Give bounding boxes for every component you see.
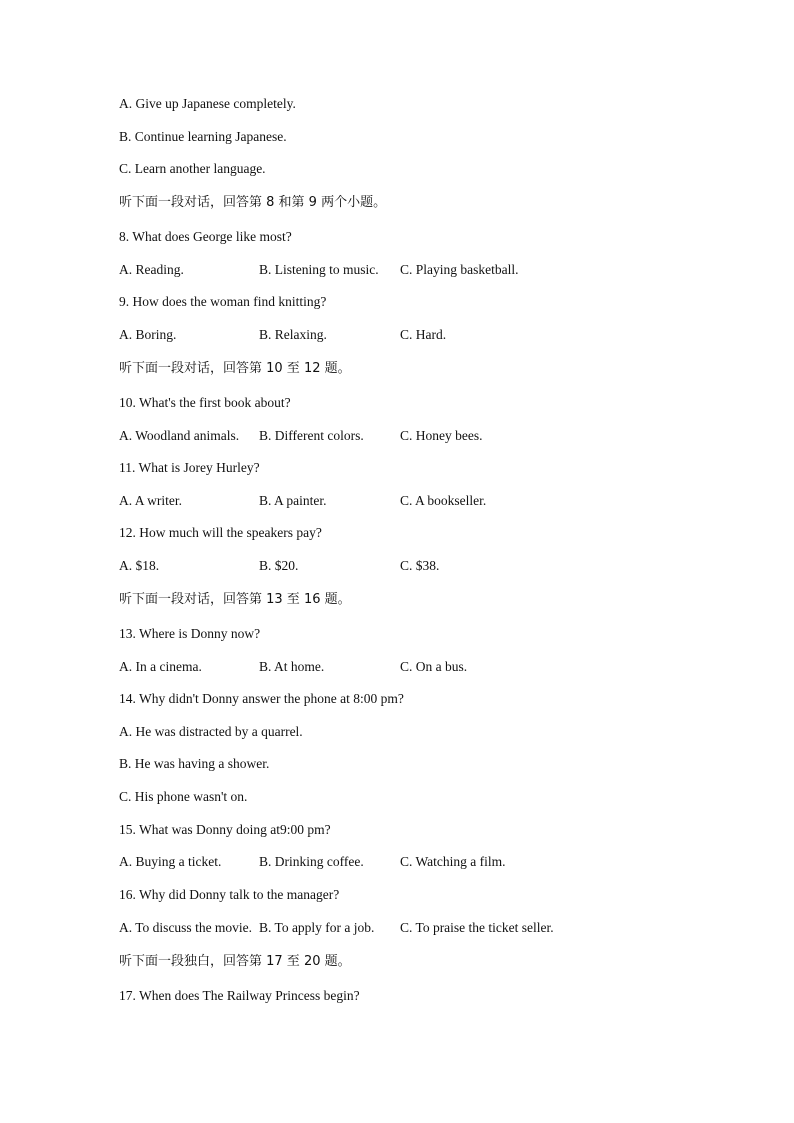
option-c: C. Honey bees. <box>400 428 483 443</box>
option-c: C. $38. <box>400 558 440 573</box>
option-a: A. Boring. <box>119 327 177 342</box>
section-instruction: 听下面一段对话，回答第 13 至 16 题。 <box>119 592 351 607</box>
question-text: 17. When does The Railway Princess begin? <box>119 988 360 1003</box>
section-instruction: 听下面一段对话，回答第 8 和第 9 两个小题。 <box>119 195 387 210</box>
option-line: A. Give up Japanese completely. <box>119 96 296 111</box>
option-b: B. $20. <box>259 558 299 573</box>
question-text: 10. What's the first book about? <box>119 395 291 410</box>
option-b: B. Relaxing. <box>259 327 327 342</box>
option-line: A. He was distracted by a quarrel. <box>119 724 303 739</box>
option-c: C. Watching a film. <box>400 854 506 869</box>
question-text: 9. How does the woman find knitting? <box>119 294 327 309</box>
question-text: 15. What was Donny doing at9:00 pm? <box>119 822 331 837</box>
option-b: B. Listening to music. <box>259 262 379 277</box>
option-line: C. His phone wasn't on. <box>119 789 248 804</box>
section-instruction: 听下面一段独白，回答第 17 至 20 题。 <box>119 954 351 969</box>
option-c: C. Playing basketball. <box>400 262 519 277</box>
option-line: B. He was having a shower. <box>119 756 270 771</box>
option-b: B. A painter. <box>259 493 327 508</box>
option-a: A. $18. <box>119 558 160 573</box>
option-a: A. In a cinema. <box>119 659 202 674</box>
option-a: A. To discuss the movie. <box>119 920 253 935</box>
option-c: C. On a bus. <box>400 659 468 674</box>
question-text: 14. Why didn't Donny answer the phone at 8:00 pm? <box>119 691 404 706</box>
question-text: 11. What is Jorey Hurley? <box>119 460 260 475</box>
question-text: 16. Why did Donny talk to the manager? <box>119 887 340 902</box>
option-c: C. Hard. <box>400 327 447 342</box>
option-c: C. To praise the ticket seller. <box>400 920 554 935</box>
option-line: B. Continue learning Japanese. <box>119 129 287 144</box>
question-text: 13. Where is Donny now? <box>119 626 261 641</box>
option-b: B. To apply for a job. <box>259 920 375 935</box>
option-a: A. Woodland animals. <box>119 428 240 443</box>
option-b: B. Drinking coffee. <box>259 854 364 869</box>
option-a: A. Buying a ticket. <box>119 854 222 869</box>
option-line: C. Learn another language. <box>119 161 266 176</box>
section-instruction: 听下面一段对话，回答第 10 至 12 题。 <box>119 361 351 376</box>
option-a: A. Reading. <box>119 262 184 277</box>
question-text: 12. How much will the speakers pay? <box>119 525 322 540</box>
option-b: B. Different colors. <box>259 428 364 443</box>
option-c: C. A bookseller. <box>400 493 487 508</box>
question-text: 8. What does George like most? <box>119 229 292 244</box>
option-b: B. At home. <box>259 659 325 674</box>
option-a: A. A writer. <box>119 493 182 508</box>
